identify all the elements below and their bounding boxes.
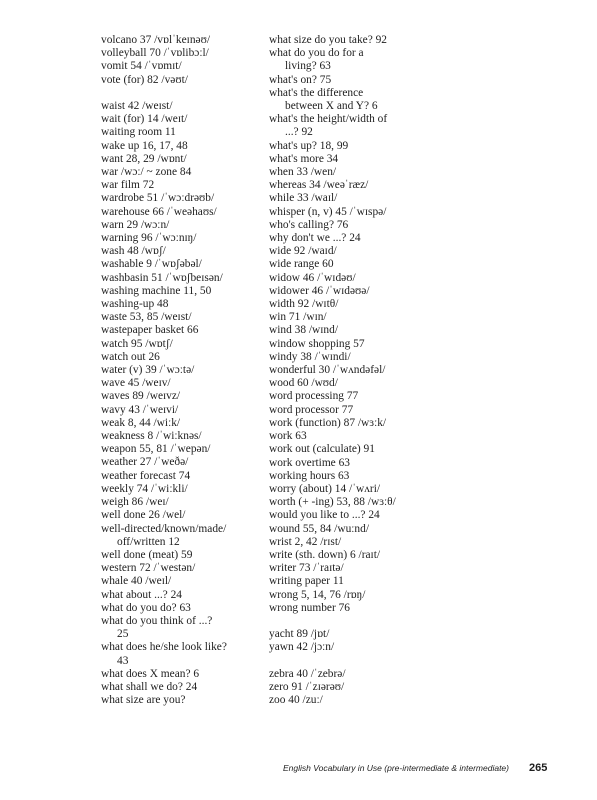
index-entry: well-directed/known/made/ — [101, 522, 227, 535]
index-entry: 25 — [117, 628, 129, 641]
index-entry: wake up 16, 17, 48 — [101, 139, 188, 152]
index-entry: windy 38 /ˈwɪndi/ — [269, 350, 351, 363]
index-entry: water (v) 39 /ˈwɔːtə/ — [101, 364, 195, 377]
index-entry: weakness 8 /ˈwiːknəs/ — [101, 430, 202, 443]
index-entry: wash 48 /wɒʃ/ — [101, 245, 166, 258]
index-entry: what size do you take? 92 — [269, 34, 387, 46]
index-entry: worth (+ -ing) 53, 88 /wɜːθ/ — [269, 496, 396, 509]
index-entry: vomit 54 /ˈvɒmɪt/ — [101, 60, 182, 73]
index-entry: weekly 74 /ˈwiːkli/ — [101, 482, 188, 495]
index-entry: wrist 2, 42 /rɪst/ — [269, 535, 342, 548]
index-entry: war /wɔː/ ~ zone 84 — [101, 166, 192, 179]
index-entry: warn 29 /wɔːn/ — [101, 218, 170, 231]
index-entry: zoo 40 /zuː/ — [269, 694, 323, 707]
index-spacer — [269, 615, 444, 628]
index-entry: wardrobe 51 /ˈwɔːdrəʊb/ — [101, 192, 215, 205]
index-entry: well done (meat) 59 — [101, 548, 193, 561]
index-entry: whereas 34 /weəˈræz/ — [269, 179, 369, 192]
index-entry: living? 63 — [285, 60, 331, 73]
index-entry: what's on? 75 — [269, 73, 332, 86]
index-entry: wide range 60 — [269, 258, 334, 271]
index-entry: when 33 /wen/ — [269, 166, 337, 179]
index-entry: what do you do for a — [269, 47, 364, 60]
index-entry: why don't we ...? 24 — [269, 232, 361, 245]
index-entry: what's up? 18, 99 — [269, 139, 349, 152]
index-entry: washing machine 11, 50 — [101, 284, 212, 297]
index-entry: yawn 42 /jɔːn/ — [269, 641, 335, 654]
index-entry: work out (calculate) 91 — [269, 443, 375, 456]
index-entry: work 63 — [269, 430, 307, 443]
index-entry: washable 9 /ˈwɒʃəbəl/ — [101, 258, 202, 271]
index-entry: 43 — [117, 654, 129, 667]
index-entry: what does he/she look like? — [101, 641, 227, 654]
index-entry: what's the difference — [269, 86, 364, 99]
index-entry: zebra 40 /ˈzebrə/ — [269, 667, 346, 680]
index-column-left — [101, 34, 266, 707]
index-entry: wait (for) 14 /weɪt/ — [101, 113, 188, 126]
index-entry: off/written 12 — [117, 535, 180, 548]
index-entry: volcano 37 /vɒlˈkeɪnəʊ/ — [101, 34, 211, 46]
index-entry: volleyball 70 /ˈvɒlibɔːl/ — [101, 47, 209, 60]
index-entry: vote (for) 82 /vəʊt/ — [101, 73, 188, 86]
index-entry: working hours 63 — [269, 469, 350, 482]
index-entry: wastepaper basket 66 — [101, 324, 199, 337]
index-entry: warning 96 /ˈwɔːnɪŋ/ — [101, 232, 197, 245]
index-entry: waiting room 11 — [101, 126, 176, 139]
index-entry: what's more 34 — [269, 152, 339, 165]
index-entry: win 71 /wɪn/ — [269, 311, 327, 324]
index-entry: whale 40 /weɪl/ — [101, 575, 172, 588]
index-entry: writing paper 11 — [269, 575, 344, 588]
index-entry: weak 8, 44 /wiːk/ — [101, 416, 181, 429]
index-entry: weather forecast 74 — [101, 469, 191, 482]
index-entry: window shopping 57 — [269, 337, 365, 350]
page-footer — [0, 762, 597, 778]
index-entry: while 33 /waɪl/ — [269, 192, 338, 205]
index-entry: western 72 /ˈwestən/ — [101, 562, 196, 575]
index-entry: writer 73 /ˈraɪtə/ — [269, 562, 344, 575]
index-entry: want 28, 29 /wɒnt/ — [101, 152, 187, 165]
index-entry: whisper (n, v) 45 /ˈwɪspə/ — [269, 205, 387, 218]
index-entry: wavy 43 /ˈweɪvi/ — [101, 403, 179, 416]
index-entry: work overtime 63 — [269, 456, 350, 469]
index-entry: waves 89 /weɪvz/ — [101, 390, 181, 403]
index-entry: washbasin 51 /ˈwɒʃbeɪsən/ — [101, 271, 223, 284]
index-spacer — [269, 655, 444, 668]
index-entry: write (sth. down) 6 /raɪt/ — [269, 548, 381, 561]
index-entry: waste 53, 85 /weɪst/ — [101, 311, 192, 324]
index-entry: weapon 55, 81 /ˈwepən/ — [101, 443, 211, 456]
index-entry: what size are you? — [101, 694, 186, 707]
index-entry: who's calling? 76 — [269, 218, 349, 231]
index-entry: ...? 92 — [285, 126, 313, 139]
index-entry: what do you think of ...? — [101, 614, 213, 627]
index-entry: war film 72 — [101, 179, 155, 192]
index-entry: washing-up 48 — [101, 298, 169, 311]
index-entry: word processing 77 — [269, 390, 359, 403]
index-entry: wind 38 /wɪnd/ — [269, 324, 338, 337]
index-spacer — [101, 87, 266, 100]
index-entry: wave 45 /weɪv/ — [101, 377, 171, 390]
index-entry: wound 55, 84 /wuːnd/ — [269, 522, 369, 535]
index-entry: what shall we do? 24 — [101, 680, 198, 693]
index-entry: waist 42 /weɪst/ — [101, 100, 173, 112]
index-column-right — [269, 34, 444, 707]
book-title: English Vocabulary in Use (pre-intermediate & intermediate) — [283, 763, 509, 773]
index-entry: wood 60 /wʊd/ — [269, 377, 338, 390]
index-entry: yacht 89 /jɒt/ — [269, 628, 330, 641]
index-entry: word processor 77 — [269, 403, 354, 416]
index-entry: widower 46 /ˈwɪdəʊə/ — [269, 284, 370, 297]
index-entry: what's the height/width of — [269, 113, 388, 126]
index-entry: between X and Y? 6 — [285, 100, 378, 113]
index-entry: warehouse 66 /ˈweəhaʊs/ — [101, 205, 217, 218]
index-entry: wrong number 76 — [269, 601, 350, 614]
index-entry: weather 27 /ˈweðə/ — [101, 456, 189, 469]
index-entry: watch out 26 — [101, 350, 160, 363]
index-entry: widow 46 /ˈwɪdəʊ/ — [269, 271, 356, 284]
index-entry: wonderful 30 /ˈwʌndəfəl/ — [269, 364, 386, 377]
index-entry: width 92 /wɪtθ/ — [269, 298, 339, 311]
index-entry: would you like to ...? 24 — [269, 509, 380, 522]
index-entry: work (function) 87 /wɜːk/ — [269, 416, 387, 429]
index-entry: zero 91 /ˈzɪərəʊ/ — [269, 680, 345, 693]
index-entry: what about ...? 24 — [101, 588, 182, 601]
index-entry: watch 95 /wɒtʃ/ — [101, 337, 173, 350]
index-entry: well done 26 /wel/ — [101, 509, 186, 522]
index-entry: weigh 86 /weɪ/ — [101, 496, 169, 509]
index-entry: wide 92 /waɪd/ — [269, 245, 337, 258]
index-entry: what do you do? 63 — [101, 601, 191, 614]
page-number: 265 — [529, 762, 548, 774]
index-entry: wrong 5, 14, 76 /rɒŋ/ — [269, 588, 366, 601]
index-entry: what does X mean? 6 — [101, 667, 200, 680]
index-entry: worry (about) 14 /ˈwʌri/ — [269, 482, 381, 495]
